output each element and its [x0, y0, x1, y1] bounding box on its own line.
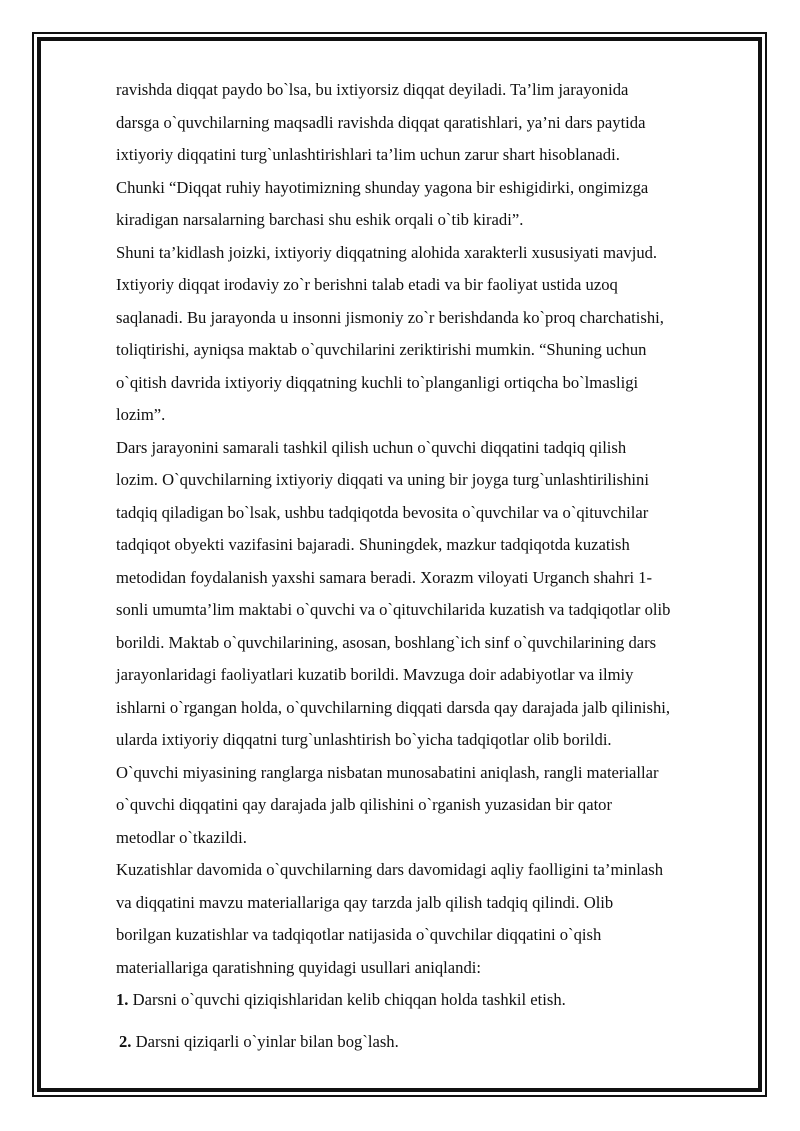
list-item-number: 1. [116, 990, 129, 1009]
text-line: ixtiyoriy diqqatini turg`unlashtirishlari ta’lim uchun zarur shart hisoblanadi. [116, 145, 620, 164]
text-line: o`qitish davrida ixtiyoriy diqqatning kuchli to`planganligi ortiqcha bo`lmasligi [116, 372, 639, 392]
text-line: sonli umumta’lim maktabi o`quvchi va o`qituvchilarida kuzatish va tadqiqotlar olib [116, 600, 671, 619]
text-line: materiallariga qaratishning quyidagi usullari aniqlandi: [116, 957, 481, 977]
text-line: metodidan foydalanish yaxshi samara beradi. Xorazm viloyati Urganch shahri 1- [116, 567, 653, 587]
text-line: O`quvchi miyasining ranglarga nisbatan munosabatini aniqlash, rangli materiallar [116, 762, 659, 782]
text-line: jarayonlaridagi faoliyatlari kuzatib borildi. Mavzuga doir adabiyotlar va ilmiy [116, 665, 634, 684]
text-line: Shuni ta’kidlash joizki, ixtiyoriy diqqatning alohida xarakterli xususiyati mavjud. [116, 242, 658, 262]
text-line: darsga o`quvchilarning maqsadli ravishda diqqat qaratishlari, ya’ni dars paytida [116, 112, 646, 132]
text-line: va diqqatini mavzu materiallariga qay tarzda jalb qilish tadqiq qilindi. Olib [116, 892, 614, 912]
text-line: borildi. Maktab o`quvchilarining, asosan, boshlang`ich sinf o`quvchilarining dars [116, 632, 657, 652]
text-line: tadqiqot obyekti vazifasini bajaradi. Shuningdek, mazkur tadqiqotda kuzatish [116, 535, 630, 554]
list-item-text: Darsni qiziqarli o`yinlar bilan bog`lash. [131, 1031, 399, 1051]
text-line: Chunki “Diqqat ruhiy hayotimizning shunday yagona bir eshigidirki, ongimizga [116, 177, 649, 197]
text-line: ravishda diqqat paydo bo`lsa, bu ixtiyorsiz diqqat deyiladi. Ta’lim jarayonida [116, 80, 629, 99]
text-line: o`quvchi diqqatini qay darajada jalb qilishini o`rganish yuzasidan bir qator [116, 795, 612, 814]
list-item-text: Darsni o`quvchi qiziqishlaridan kelib chiqqan holda tashkil etish. [128, 990, 566, 1009]
text-line: lozim”. [116, 405, 166, 424]
text-line: kiradigan narsalarning barchasi shu eshik orqali o`tib kiradi”. [116, 210, 524, 229]
text-line: borilgan kuzatishlar va tadqiqotlar natijasida o`quvchilar diqqatini o`qish [116, 925, 602, 944]
list-item [116, 1026, 748, 1059]
list-item-number: 2. [119, 1031, 132, 1051]
text-line: Ixtiyoriy diqqat irodaviy zo`r berishni talab etadi va bir faoliyat ustida uzoq [116, 275, 618, 294]
text-line: metodlar o`tkazildi. [116, 827, 247, 847]
list-item [116, 984, 748, 1017]
text-line: toliqtirishi, ayniqsa maktab o`quvchilarini zeriktirishi mumkin. “Shuning uchun [116, 340, 647, 359]
text-line: lozim. O`quvchilarning ixtiyoriy diqqati va uning bir joyga turg`unlashtirilishini [116, 470, 649, 489]
text-line: ishlarni o`rgangan holda, o`quvchilarning diqqati darsda qay darajada jalb qilinishi, [116, 697, 671, 717]
text-line: tadqiq qiladigan bo`lsak, ushbu tadqiqotda bevosita o`quvchilar va o`qituvchilar [116, 502, 649, 522]
document-body [116, 74, 748, 1058]
text-line: Dars jarayonini samarali tashkil qilish uchun o`quvchi diqqatini tadqiq qilish [116, 437, 627, 457]
text-line: ularda ixtiyoriy diqqatni turg`unlashtirish bo`yicha tadqiqotlar olib borildi. [116, 730, 612, 749]
text-line: saqlanadi. Bu jarayonda u insonni jismoniy zo`r berishdanda ko`proq charchatishi, [116, 307, 664, 327]
text-line: Kuzatishlar davomida o`quvchilarning dars davomidagi aqliy faolligini ta’minlash [116, 860, 663, 879]
